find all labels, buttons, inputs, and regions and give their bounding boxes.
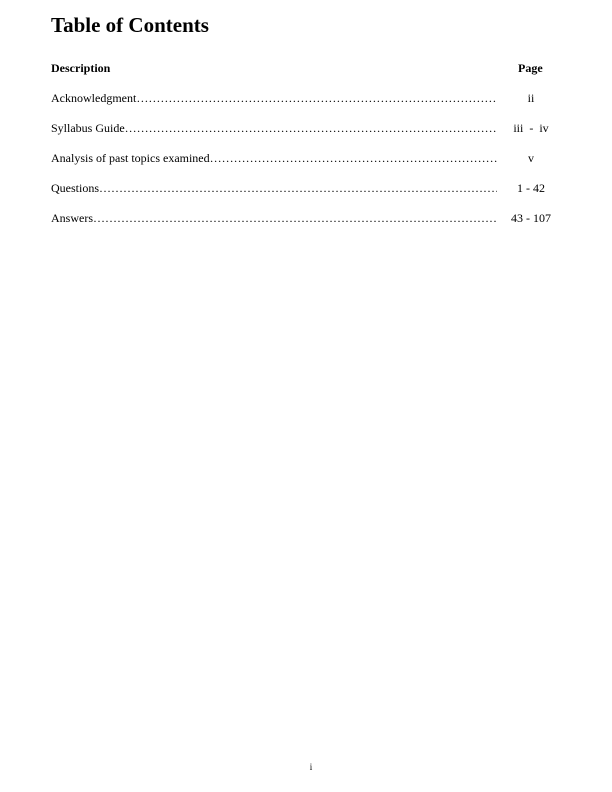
- page-header: Page: [518, 61, 543, 75]
- toc-entry[interactable]: [51, 211, 561, 227]
- toc-entry-label: Questions ……………………………………………………………………………………………………………………………………: [51, 181, 497, 196]
- toc-entry-page: 1 - 42: [517, 181, 545, 195]
- page-number: i: [309, 762, 313, 772]
- toc-entry-page: ii: [527, 91, 535, 105]
- toc-entry-label: Analysis of past topics examined ……………………………………………………………………………………………………………………………………: [51, 151, 497, 166]
- toc-entry-label: Acknowledgment ……………………………………………………………………………………………………………………………………: [51, 91, 497, 106]
- toc-entry[interactable]: [51, 151, 561, 167]
- toc-entry-page: iii - iv: [513, 121, 549, 135]
- toc-entry-page: v: [528, 151, 534, 165]
- toc-entry[interactable]: [51, 91, 561, 107]
- toc-entry-page: 43 - 107: [511, 211, 551, 225]
- toc-entry-label: Answers ……………………………………………………………………………………………………………………………………: [51, 211, 497, 226]
- toc-entry[interactable]: [51, 121, 561, 137]
- page-title: Table of Contents: [51, 13, 209, 37]
- toc-entry[interactable]: [51, 181, 561, 197]
- toc-entry-label: Syllabus Guide ……………………………………………………………………………………………………………………………………: [51, 121, 497, 136]
- description-header: Description: [51, 61, 111, 75]
